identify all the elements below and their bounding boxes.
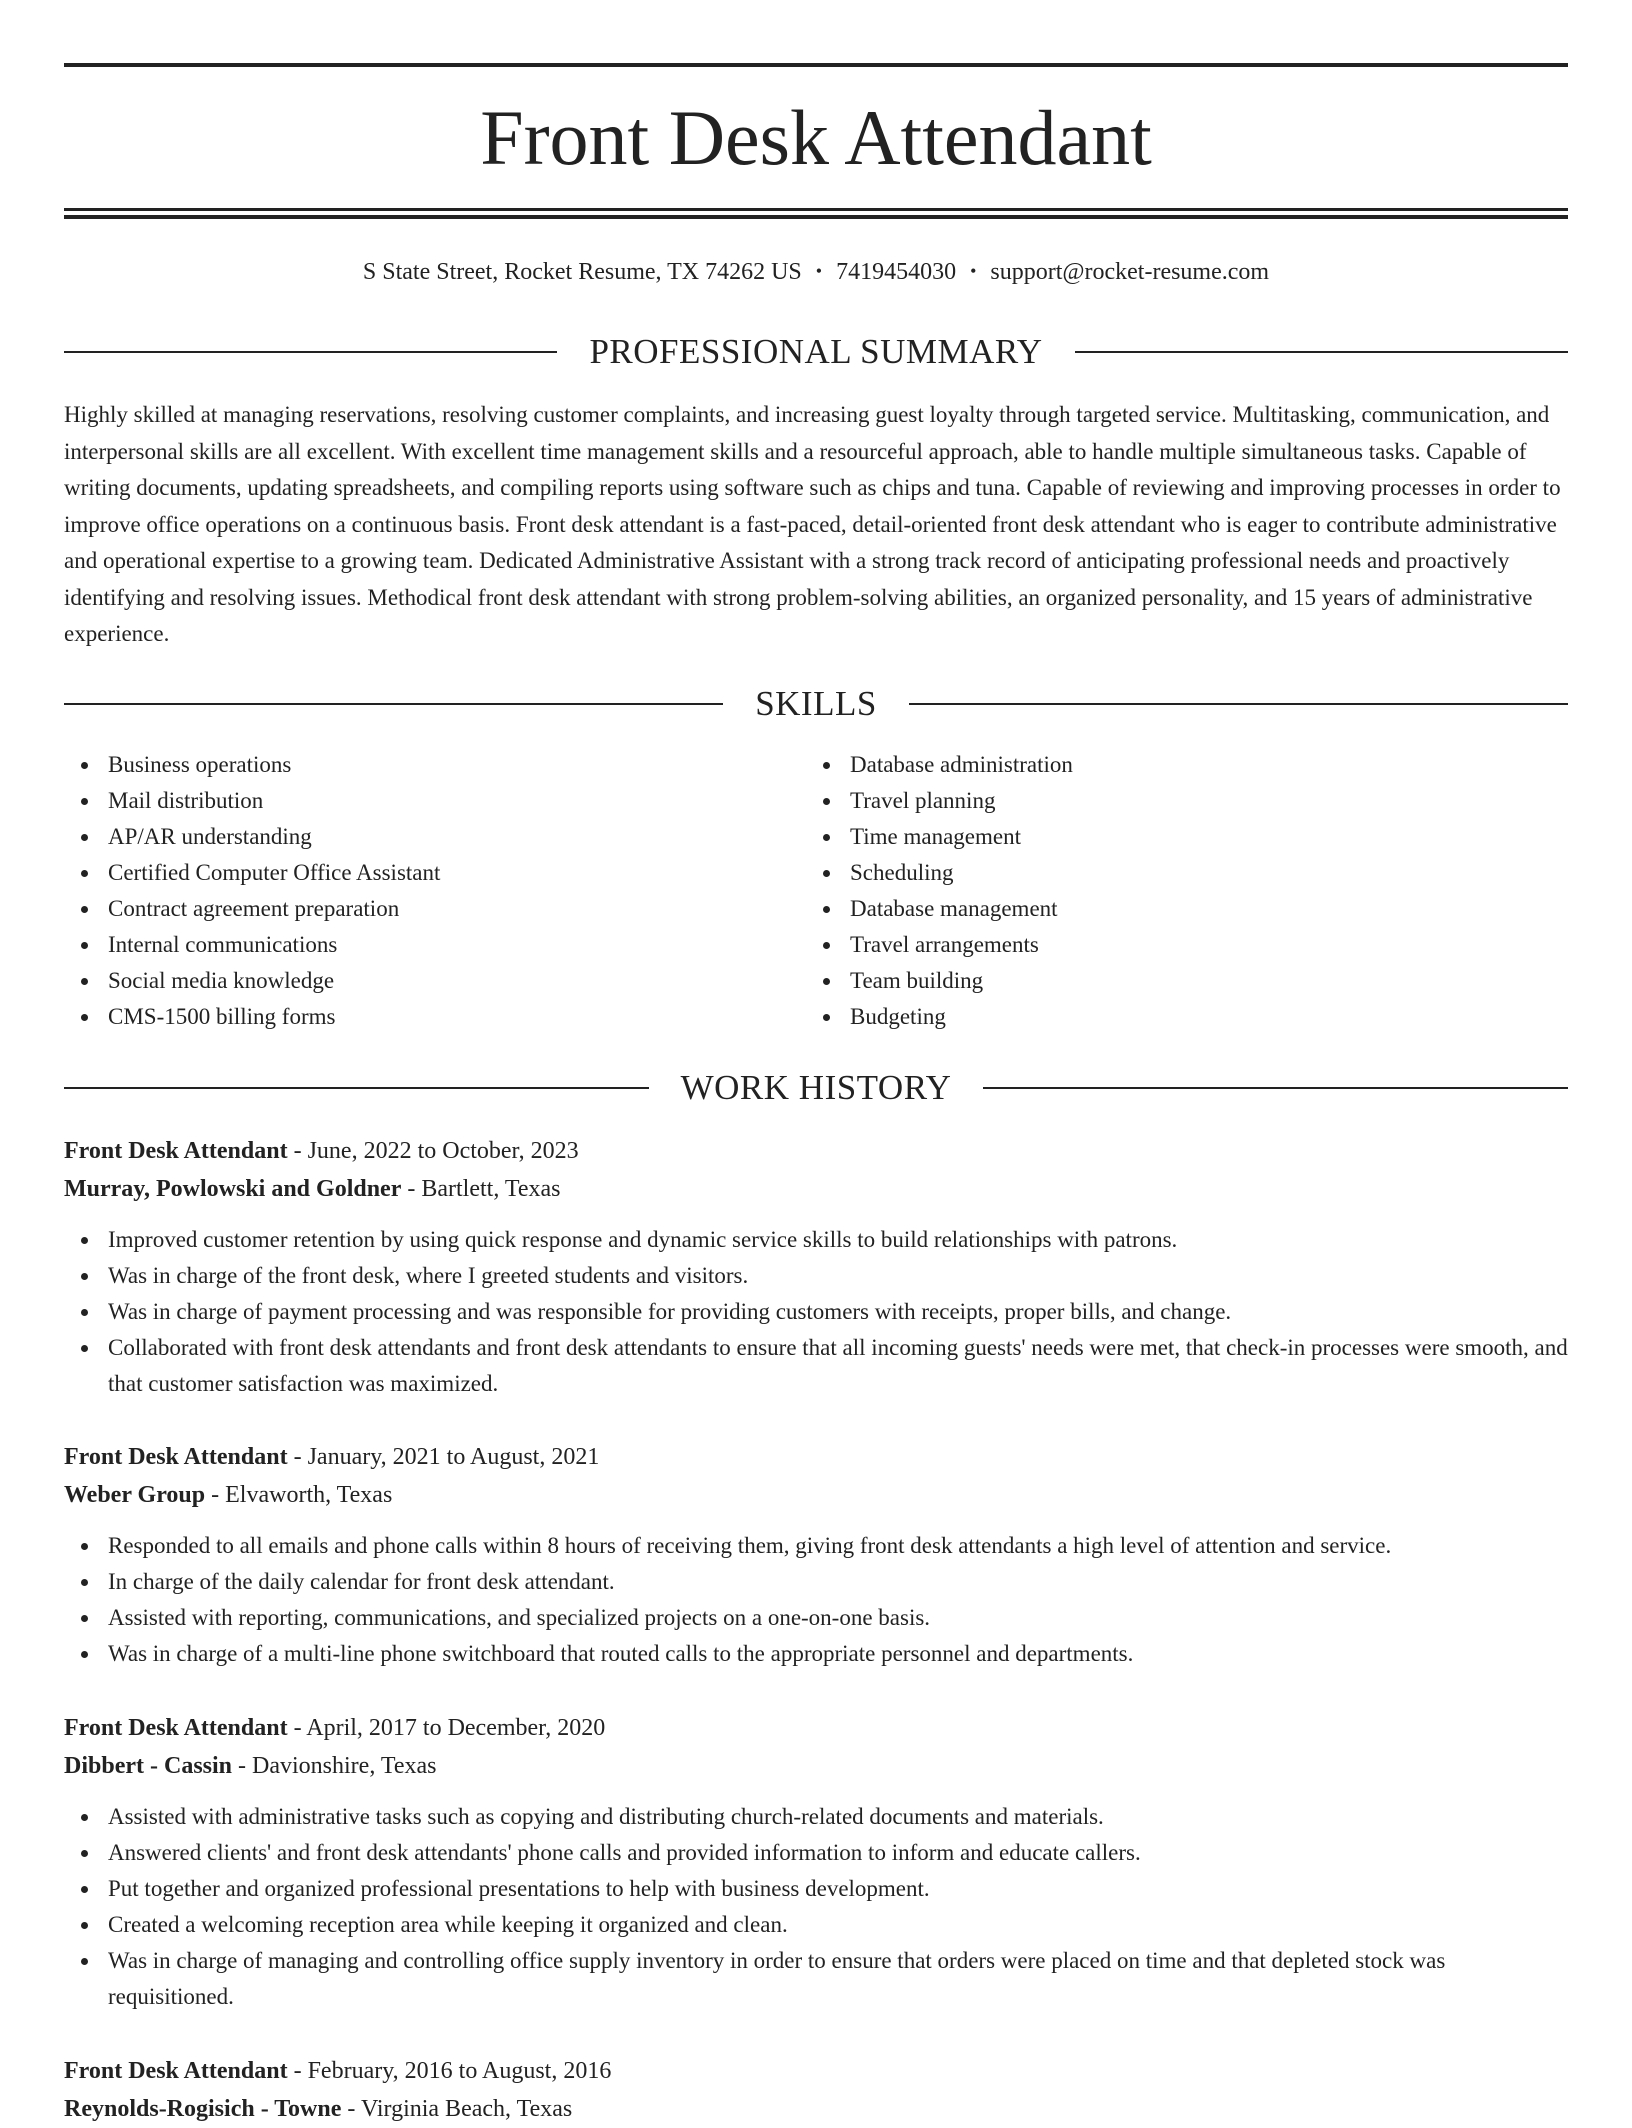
contact-email: support@rocket-resume.com <box>990 259 1270 285</box>
skill-item: Internal communications <box>64 927 806 963</box>
job-company-line <box>64 1747 1568 1785</box>
skills-list <box>64 747 1568 1035</box>
job-location: - Davionshire, Texas <box>232 1753 437 1779</box>
heading-rule-left <box>64 703 723 705</box>
contact-address: S State Street, Rocket Resume, TX 74262 US <box>362 259 802 285</box>
job-location: - Elvaworth, Texas <box>205 1482 393 1508</box>
heading-rule-left <box>64 351 557 353</box>
job-dates: - February, 2016 to August, 2016 <box>287 2058 612 2084</box>
contact-phone: 7419454030 <box>836 259 957 285</box>
job-duties <box>64 1799 1568 2015</box>
job-entry-1 <box>64 1132 1568 1402</box>
work-history-heading-label: WORK HISTORY <box>680 1068 952 1107</box>
job-duty: Was in charge of the front desk, where I greeted students and visitors. <box>64 1258 1568 1294</box>
job-location: - Bartlett, Texas <box>401 1176 561 1202</box>
summary-text: Highly skilled at managing reservations, resolving customer complaints, and increasing guest loyalty through targeted service. Multitasking, communication, and interpersonal skills are all excellent. With excellent time management skills and a resourceful approach, able to handle multiple simultaneous tasks. Capable of writing documents, updating spreadsheets, and compiling reports using software such as chips and tuna. Capable of reviewing and improving processes in order to improve office operations on a continuous basis. Front desk attendant is a fast-paced, detail-oriented front desk attendant who is eager to contribute administrative and operational expertise to a growing team. Dedicated Administrative Assistant with a strong track record of anticipating professional needs and proactively identifying and resolving issues. Methodical front desk attendant with strong problem-solving abilities, an organized personality, and 15 years of administrative experience. <box>64 402 1561 646</box>
job-title-line <box>64 1132 1568 1170</box>
skill-item: CMS-1500 billing forms <box>64 999 806 1035</box>
job-title-line <box>64 1709 1568 1747</box>
heading-rule-right <box>983 1087 1568 1089</box>
job-entry-3 <box>64 1709 1568 2015</box>
job-duty: Responded to all emails and phone calls within 8 hours of receiving them, giving front desk attendants a high level of attention and service. <box>64 1528 1568 1564</box>
skills-column-right <box>806 747 1548 1035</box>
skill-item: Travel planning <box>806 783 1548 819</box>
skills-heading-label: SKILLS <box>755 684 877 723</box>
job-company: Murray, Powlowski and Goldner <box>64 1176 402 1202</box>
job-duty: Improved customer retention by using quick response and dynamic service skills to build relationships with patrons. <box>64 1222 1568 1258</box>
skill-item: Team building <box>806 963 1548 999</box>
skill-item: Travel arrangements <box>806 927 1548 963</box>
header-bottom-rule-thick <box>64 215 1568 219</box>
header-bottom-rule-thin <box>64 208 1568 211</box>
job-location: - Virginia Beach, Texas <box>341 2096 573 2122</box>
heading-rule-left <box>64 1087 649 1089</box>
job-duty: Put together and organized professional presentations to help with business development. <box>64 1871 1568 1907</box>
job-duty: Was in charge of a multi-line phone switchboard that routed calls to the appropriate personnel and departments. <box>64 1636 1568 1672</box>
job-duty: Was in charge of payment processing and was responsible for providing customers with receipts, proper bills, and change. <box>64 1294 1568 1330</box>
job-company: Weber Group <box>64 1482 206 1508</box>
heading-rule-right <box>1075 351 1568 353</box>
job-entry-2 <box>64 1438 1568 1672</box>
job-duties <box>64 1222 1568 1402</box>
job-company-line <box>64 1476 1568 1514</box>
skill-item: Social media knowledge <box>64 963 806 999</box>
skills-heading <box>64 682 1568 726</box>
job-title-line <box>64 2052 1568 2090</box>
job-dates: - April, 2017 to December, 2020 <box>287 1715 606 1741</box>
job-duties <box>64 1528 1568 1672</box>
contact-line <box>64 254 1568 289</box>
contact-separator-2: • <box>970 261 977 281</box>
job-title: Front Desk Attendant <box>64 1715 288 1741</box>
job-company-line <box>64 2090 1568 2128</box>
job-duty: Created a welcoming reception area while keeping it organized and clean. <box>64 1907 1568 1943</box>
job-title: Front Desk Attendant <box>64 1138 288 1164</box>
skill-item: Mail distribution <box>64 783 806 819</box>
skill-item: Database management <box>806 891 1548 927</box>
job-dates: - January, 2021 to August, 2021 <box>287 1444 600 1470</box>
job-duty: Answered clients' and front desk attendants' phone calls and provided information to inform and educate callers. <box>64 1835 1568 1871</box>
summary-heading <box>64 330 1568 374</box>
header-top-rule <box>64 63 1568 67</box>
heading-rule-right <box>909 703 1568 705</box>
skill-item: Scheduling <box>806 855 1548 891</box>
summary-heading-label: PROFESSIONAL SUMMARY <box>589 332 1043 371</box>
job-duty: Collaborated with front desk attendants and front desk attendants to ensure that all incoming guests' needs were met, that check-in processes were smooth, and that customer satisfaction was maximized. <box>64 1330 1568 1402</box>
skill-item: Certified Computer Office Assistant <box>64 855 806 891</box>
job-company: Reynolds-Rogisich - Towne <box>64 2096 342 2122</box>
skill-item: Contract agreement preparation <box>64 891 806 927</box>
skills-column-left <box>64 747 806 1035</box>
job-title-line <box>64 1438 1568 1476</box>
job-dates: - June, 2022 to October, 2023 <box>287 1138 579 1164</box>
job-duty: Assisted with administrative tasks such as copying and distributing church-related documents and materials. <box>64 1799 1568 1835</box>
skill-item: Budgeting <box>806 999 1548 1035</box>
skill-item: Time management <box>806 819 1548 855</box>
skill-item: Business operations <box>64 747 806 783</box>
skill-item: AP/AR understanding <box>64 819 806 855</box>
job-title: Front Desk Attendant <box>64 1444 288 1470</box>
work-history-heading <box>64 1066 1568 1110</box>
job-company: Dibbert - Cassin <box>64 1753 233 1779</box>
skill-item: Database administration <box>806 747 1548 783</box>
job-company-line <box>64 1170 1568 1208</box>
job-duty: Was in charge of managing and controlling office supply inventory in order to ensure that orders were placed on time and that depleted stock was requisitioned. <box>64 1943 1568 2015</box>
resume-title: Front Desk Attendant <box>480 94 1152 181</box>
job-duty: In charge of the daily calendar for front desk attendant. <box>64 1564 1568 1600</box>
contact-separator-1: • <box>815 261 823 281</box>
job-title: Front Desk Attendant <box>64 2058 288 2084</box>
job-duty: Assisted with reporting, communications, and specialized projects on a one-on-one basis. <box>64 1600 1568 1636</box>
job-entry-4 <box>64 2052 1568 2128</box>
